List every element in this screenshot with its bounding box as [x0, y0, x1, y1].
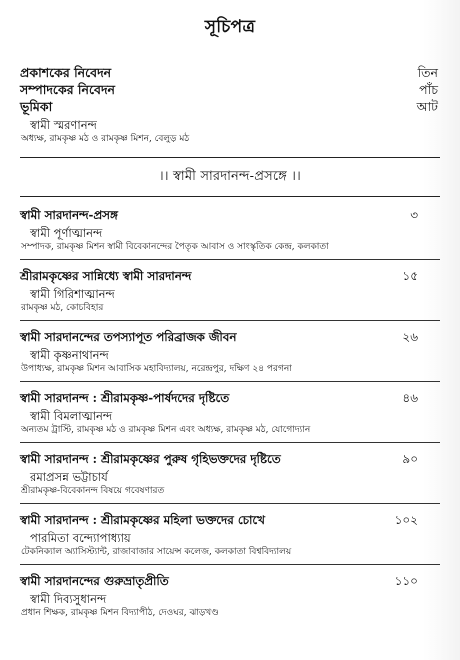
- entry-divider: [20, 320, 440, 321]
- page-title: সূচিপত্র: [204, 17, 256, 37]
- entry-affiliation: রামকৃষ্ণ মঠ, কোচবিহার: [21, 303, 104, 313]
- front-matter-item: [20, 98, 440, 115]
- front-matter-item: [20, 81, 440, 98]
- entry-author: রমাপ্রসন্ন ভট্টাচার্য: [30, 470, 108, 484]
- entry-page: ৪৬: [402, 391, 418, 405]
- front-matter-author: স্বামী স্মরণানন্দ: [30, 118, 97, 132]
- entry-page: ২৬: [402, 330, 418, 344]
- contents-entry: [20, 451, 440, 504]
- entry-affiliation: প্রধান শিক্ষক, রামকৃষ্ণ মিশন বিদ্যাপীঠ, দেওঘর, ঝাড়খণ্ড: [21, 608, 219, 618]
- entry-author: পারমিতা বন্দ্যোপাধ্যায়: [30, 531, 131, 545]
- entry-page: ১০২: [394, 513, 418, 527]
- entry-affiliation: উপাধ্যক্ষ, রামকৃষ্ণ মিশন আবাসিক মহাবিদ্যালয়, নরেন্দ্রপুর, দক্ষিণ ২৪ পরগনা: [21, 364, 292, 374]
- entry-divider: [20, 259, 440, 260]
- entry-divider: [20, 442, 440, 443]
- entry-author: স্বামী বিমলাত্মানন্দ: [30, 409, 113, 423]
- entry-affiliation: অন্যতম ট্রাস্টি, রামকৃষ্ণ মঠ ও রামকৃষ্ণ মিশন এবং অধ্যক্ষ, রামকৃষ্ণ মঠ, যোগোদ্যান: [21, 425, 311, 435]
- entry-title: স্বামী সারদানন্দ : শ্রীরামকৃষ্ণের মহিলা ভক্তদের চোখে: [20, 513, 265, 527]
- entry-page: ৯০: [402, 452, 418, 466]
- front-matter-title: প্রকাশকের নিবেদন: [20, 65, 112, 80]
- contents-entry: [20, 512, 440, 565]
- entry-divider: [20, 381, 440, 382]
- front-matter-title: সম্পাদকের নিবেদন: [20, 82, 115, 97]
- front-matter-title: ভূমিকা: [20, 99, 53, 114]
- entry-affiliation: শ্রীরামকৃষ্ণ-বিবেকানন্দ বিষয়ে গবেষণারত: [21, 486, 165, 496]
- section-divider: [20, 196, 440, 197]
- entry-author: স্বামী দিব্যসুধানন্দ: [30, 592, 107, 606]
- contents-entry: [20, 268, 440, 321]
- entry-affiliation: সম্পাদক, রামকৃষ্ণ মিশন স্বামী বিবেকানন্দের পৈতৃক আবাস ও সাংস্কৃতিক কেন্দ্র, কলকাতা: [21, 242, 329, 252]
- section-heading: ।। স্বামী সারদানন্দ-প্রসঙ্গে ।।: [158, 169, 302, 184]
- front-matter-page: তিন: [417, 65, 438, 80]
- contents-entry: [20, 390, 440, 443]
- entry-page: ৩: [410, 208, 418, 222]
- front-matter-affiliation: অধ্যক্ষ, রামকৃষ্ণ মঠ ও রামকৃষ্ণ মিশন, বেলুড় মঠ: [21, 134, 190, 144]
- contents-list: [20, 207, 440, 620]
- entry-page: ১১০: [394, 574, 418, 588]
- entry-divider: [20, 564, 440, 565]
- entry-title: স্বামী সারদানন্দ : শ্রীরামকৃষ্ণের পুরুষ গৃহিভক্তদের দৃষ্টিতে: [20, 452, 281, 466]
- entry-title: স্বামী সারদানন্দ : শ্রীরামকৃষ্ণ-পার্ষদদের দৃষ্টিতে: [20, 391, 230, 405]
- front-matter: [20, 64, 440, 146]
- entry-author: স্বামী গিরিশাত্মানন্দ: [30, 287, 115, 301]
- front-matter-page: আট: [416, 99, 438, 114]
- entry-title: স্বামী সারদানন্দের গুরুভ্রাতৃপ্রীতি: [20, 574, 169, 588]
- entry-title: শ্রীরামকৃষ্ণের সান্নিধ্যে স্বামী সারদানন্দ: [20, 269, 192, 283]
- entry-title: স্বামী সারদানন্দের তপস্যাপূত পরিব্রাজক জীবন: [20, 330, 237, 344]
- contents-entry: [20, 573, 440, 620]
- front-matter-page: পাঁচ: [419, 82, 438, 97]
- section-divider: [20, 157, 440, 158]
- contents-entry: [20, 207, 440, 260]
- entry-page: ১৫: [402, 269, 418, 283]
- entry-title: স্বামী সারদানন্দ-প্রসঙ্গ: [20, 208, 118, 222]
- entry-author: স্বামী পূর্ণাত্মানন্দ: [30, 226, 103, 240]
- entry-author: স্বামী কৃষ্ণনাথানন্দ: [30, 348, 109, 362]
- contents-entry: [20, 329, 440, 382]
- entry-affiliation: টেকনিক্যাল অ্যাসিস্ট্যান্ট, রাজাবাজার সায়েন্স কলেজ, কলকাতা বিশ্ববিদ্যালয়: [21, 547, 292, 557]
- entry-divider: [20, 503, 440, 504]
- front-matter-item: [20, 64, 440, 81]
